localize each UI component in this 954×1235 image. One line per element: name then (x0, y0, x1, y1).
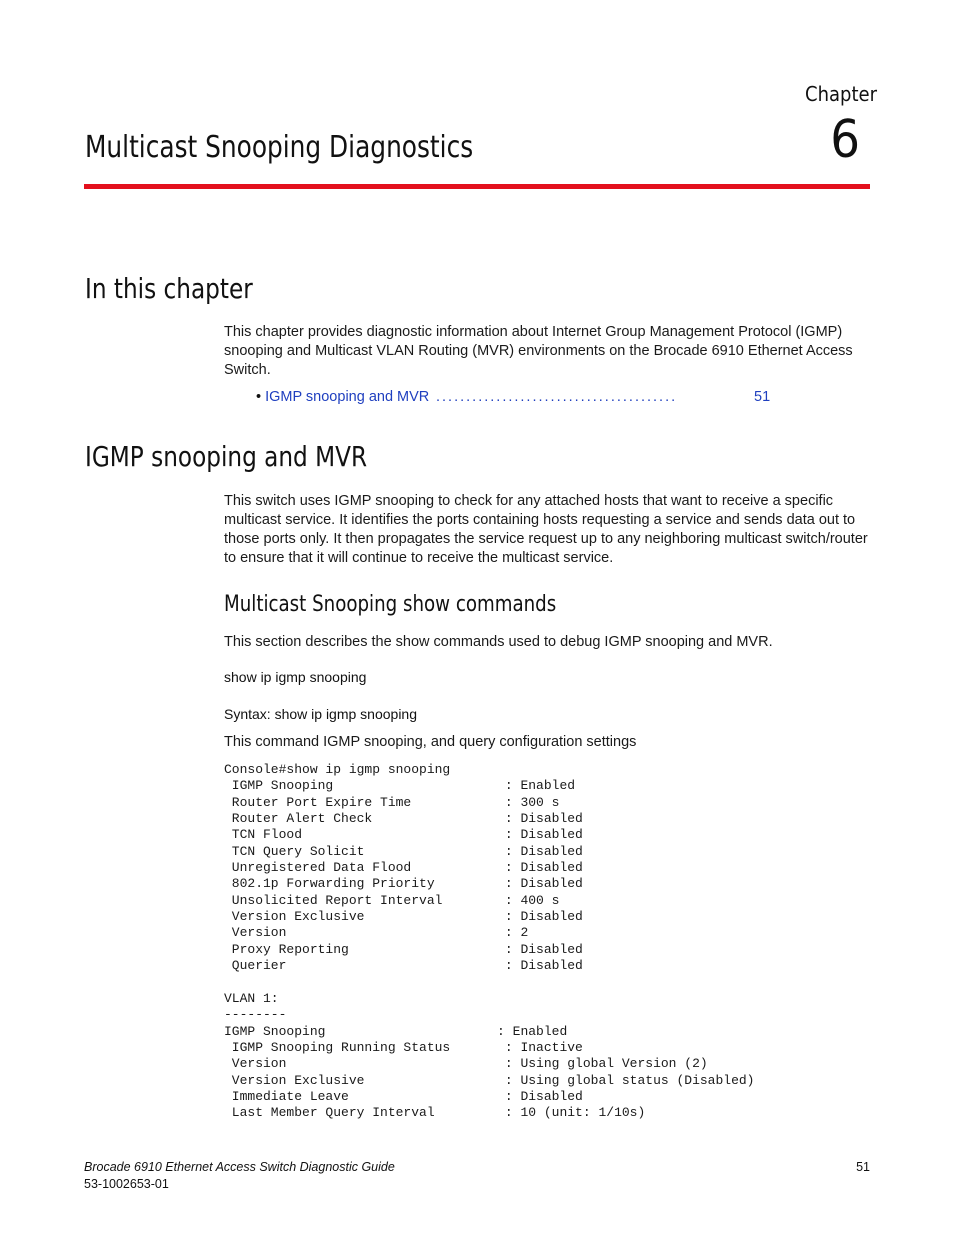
igmp-section-heading: IGMP snooping and MVR (85, 440, 368, 473)
command-description: This command IGMP snooping, and query configuration settings (224, 734, 637, 750)
footer-doc-number: 53-1002653-01 (84, 1177, 169, 1191)
show-commands-intro: This section describes the show commands used to debug IGMP snooping and MVR. (224, 634, 773, 650)
console-output: Console#show ip igmp snooping IGMP Snooping : Enabled Router Port Expire Time : 300 s Router Alert Check : Disabled TCN Flood : Disabled TCN Query Solicit : Disabled Unregistered Data Flood : Disabled 802.1p Forwarding Priority : Disabled Unsolicited Report Interval : 400 s Version Exclusive : Disabled Version : 2 Proxy Reporting : Disabled Querier : Disabled VLAN 1: -------- IGMP Snooping : Enabled IGMP Snooping Running Status : Inactive Version : Using global Version (2) Version Exclusive : Using global status (Disabled) Immediate Leave : Disabled Last Member Query Interval : 10 (unit: 1/10s) (224, 762, 755, 1121)
in-this-chapter-intro: This chapter provides diagnostic information about Internet Group Management Protocol (IGMP) snooping and Multicast VLAN Routing (MVR) environments on the Brocade 6910 Ethernet Access Switch. (224, 324, 853, 378)
chapter-title: Multicast Snooping Diagnostics (85, 130, 474, 165)
toc-page-link[interactable]: 51 (754, 389, 771, 405)
toc-bullet: • (256, 389, 262, 405)
command-name: show ip igmp snooping (224, 669, 367, 685)
command-syntax: Syntax: show ip igmp snooping (224, 706, 417, 722)
chapter-rule (84, 184, 870, 189)
toc-entry[interactable] (256, 389, 776, 405)
footer-guide-title: Brocade 6910 Ethernet Access Switch Diagnostic Guide (84, 1160, 395, 1174)
chapter-label: Chapter (805, 82, 877, 106)
in-this-chapter-heading: In this chapter (85, 272, 253, 305)
show-commands-heading: Multicast Snooping show commands (224, 592, 557, 617)
footer-page-number: 51 (856, 1160, 870, 1174)
chapter-number: 6 (830, 110, 860, 170)
toc-link-igmp-snooping-and-mvr[interactable]: IGMP snooping and MVR (265, 389, 430, 405)
igmp-section-intro: This switch uses IGMP snooping to check for any attached hosts that want to receive a specific multicast service. It identifies the ports containing hosts requesting a service and sends data out to those ports only. It then propagates the service request up to any neighboring multicast switch/router to ensure that it will continue to receive the multicast service. (224, 493, 868, 566)
toc-leaders: ........................................ (436, 389, 678, 405)
